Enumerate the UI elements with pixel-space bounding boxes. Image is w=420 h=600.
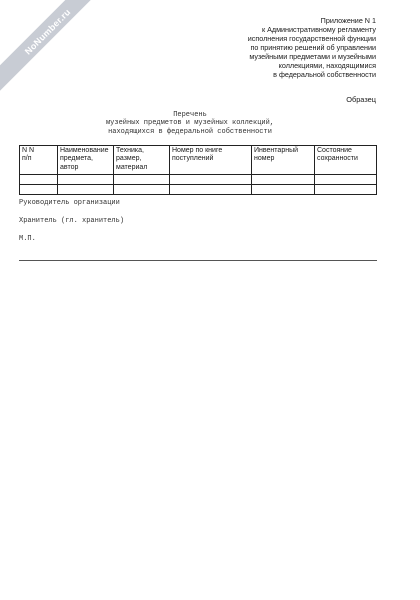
- title-line: Перечень: [173, 111, 207, 119]
- appendix-line: по принятию решений об управлении: [250, 43, 376, 52]
- sample-label: Образец: [346, 95, 376, 104]
- title-line: музейных предметов и музейных коллекций,: [105, 119, 275, 128]
- table-row: [20, 175, 377, 185]
- table-cell: [20, 185, 58, 195]
- table-cell: [170, 185, 252, 195]
- items-table: [19, 145, 377, 195]
- appendix-line: Приложение N 1: [320, 16, 376, 25]
- header-cell-condition: Состояние сохранности: [315, 146, 377, 175]
- signature-keeper-label: Хранитель (гл. хранитель): [19, 217, 125, 225]
- table-cell: [315, 185, 377, 195]
- document-title: [60, 111, 320, 136]
- table-row: [20, 185, 377, 195]
- table-cell: [315, 175, 377, 185]
- header-cell-technique: Техника, размер, материал: [114, 146, 170, 175]
- appendix-line: музейными предметами и музейными: [249, 52, 376, 61]
- header-cell-number: N N п/п: [20, 146, 58, 175]
- divider-line: [19, 260, 377, 261]
- table-cell: [114, 175, 170, 185]
- table-cell: [252, 175, 315, 185]
- table-cell: [58, 175, 114, 185]
- appendix-line: в федеральной собственности: [273, 70, 376, 79]
- table-cell: [170, 175, 252, 185]
- table-cell: [58, 185, 114, 195]
- header-cell-name: Наименование предмета, автор: [58, 146, 114, 175]
- table-cell: [114, 185, 170, 195]
- seal-label: М.П.: [19, 235, 36, 243]
- table-header-row: [20, 146, 377, 175]
- appendix-line: исполнения государственной функции: [247, 34, 376, 43]
- watermark-text: NoNumber.ru: [22, 6, 73, 57]
- title-line: находящихся в федеральной собственности: [108, 127, 272, 136]
- watermark-ribbon: [0, 0, 113, 97]
- appendix-header: [196, 16, 376, 79]
- appendix-line: коллекциями, находящимися: [278, 61, 376, 70]
- table-cell: [20, 175, 58, 185]
- table-cell: [252, 185, 315, 195]
- header-cell-book-number: Номер по книге поступлений: [170, 146, 252, 175]
- appendix-line: к Административному регламенту: [261, 25, 376, 34]
- signature-head-label: Руководитель организации: [19, 199, 120, 207]
- header-cell-inventory: Инвентарный номер: [252, 146, 315, 175]
